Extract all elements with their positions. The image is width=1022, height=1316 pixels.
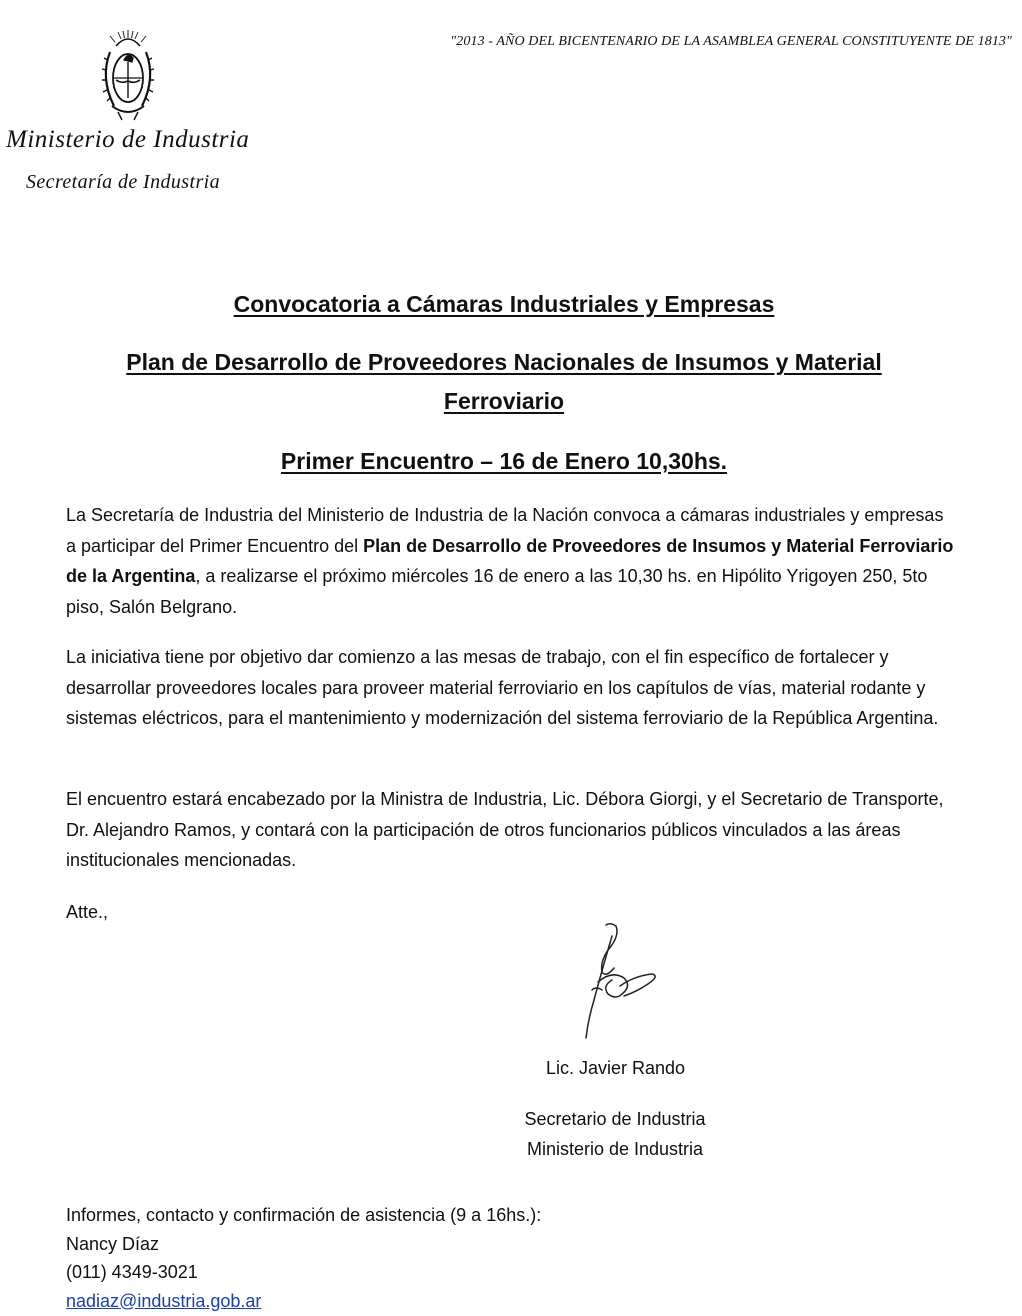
- contact-phone: (011) 4349-3021: [66, 1262, 198, 1282]
- signatory-institution: Ministerio de Industria: [526, 1139, 704, 1159]
- signatory-role: Secretario de Industria: [524, 1109, 706, 1129]
- ministry-name: Ministerio de Industria: [6, 126, 250, 153]
- paragraph-invitation: [66, 500, 956, 622]
- title-plan: Plan de Desarrollo de Proveedores Nacionales de Insumos y Material Ferroviario: [126, 349, 882, 414]
- signatory-name: Lic. Javier Rando: [546, 1058, 686, 1078]
- header-motto: "2013 - AÑO DEL BICENTENARIO DE LA ASAMBLEA GENERAL CONSTITUYENTE DE 1813": [450, 34, 1012, 49]
- handwritten-signature: [572, 920, 672, 1045]
- signatory-role-block: [514, 1104, 716, 1164]
- secretariat-name: Secretaría de Industria: [26, 171, 220, 193]
- contact-email-link[interactable]: nadiaz@industria.gob.ar: [66, 1290, 262, 1311]
- contact-block: [66, 1201, 541, 1315]
- paragraph-invitation-start: La Secretaría de Industria del Ministerio de Industria de la Nación convoca a cámaras industriales y empresas a participar del Primer Encuentro del: [66, 505, 944, 556]
- paragraph-objective: La iniciativa tiene por objetivo dar comienzo a las mesas de trabajo, con el fin específico de fortalecer y desarrollar proveedores locales para proveer material ferroviario en los capítulos de vías, material rodante y sistemas eléctricos, para el mantenimiento y modernización del sistema ferroviario de la República Argentina.: [66, 647, 939, 728]
- closing-greeting: Atte.,: [66, 902, 109, 922]
- title-convocatoria: Convocatoria a Cámaras Industriales y Empresas: [233, 291, 775, 317]
- paragraph-invitation-plan-name: Plan de Desarrollo de Proveedores de Insumos y Material Ferroviario de la Argentina: [66, 535, 954, 586]
- argentina-coat-of-arms-icon: [96, 28, 160, 124]
- paragraph-participants: El encuentro estará encabezado por la Ministra de Industria, Lic. Débora Giorgi, y el Secretario de Transporte, Dr. Alejandro Ramos, y contará con la participación de otros funcionarios públicos vinculados a las áreas institucionales mencionadas.: [66, 789, 944, 870]
- contact-person: Nancy Díaz: [66, 1233, 160, 1254]
- contact-intro: Informes, contacto y confirmación de asistencia (9 a 16hs.):: [66, 1205, 542, 1225]
- paragraph-invitation-end: , a realizarse el próximo miércoles 16 de enero a las 10,30 hs. en Hipólito Yrigoyen 250, 5to piso, Salón Belgrano.: [66, 566, 928, 617]
- title-encuentro: Primer Encuentro – 16 de Enero 10,30hs.: [280, 448, 728, 474]
